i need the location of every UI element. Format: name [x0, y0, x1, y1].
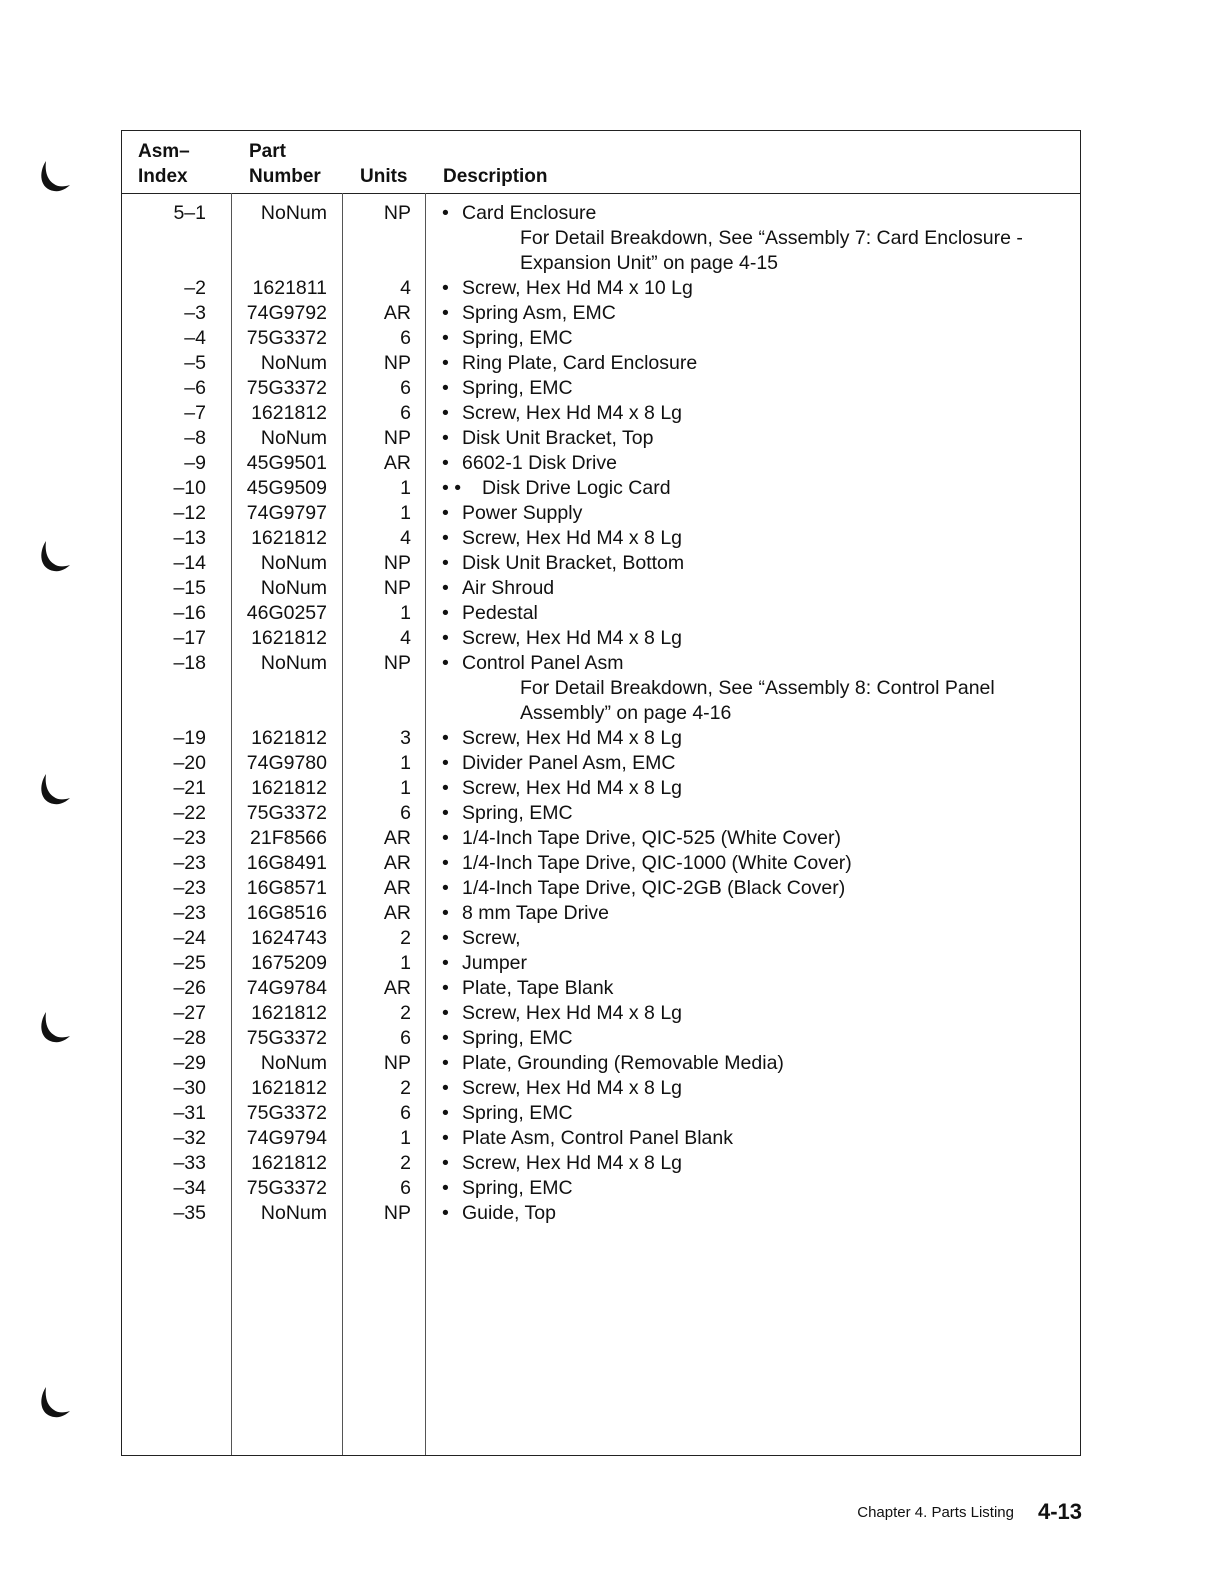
- footer-page-number: 4-13: [1037, 1499, 1082, 1524]
- bullet-icon: •: [442, 652, 449, 674]
- bullet-icon: •: [442, 977, 449, 999]
- description-cell: [442, 301, 1062, 326]
- bullet-icon: •: [442, 1152, 449, 1174]
- bullet-icon: •: [442, 427, 449, 449]
- table-row: [122, 451, 1080, 476]
- units-cell: 1: [400, 477, 411, 499]
- units-cell: 6: [400, 1177, 411, 1199]
- bullet-icon: •: [442, 1002, 449, 1024]
- bullet-icon: •: [442, 202, 449, 224]
- bullet-icon: •: [442, 527, 449, 549]
- asm-index-cell: –5: [184, 352, 206, 374]
- table-row: [122, 276, 1080, 301]
- asm-index-cell: –23: [173, 877, 206, 899]
- table-row: [122, 601, 1080, 626]
- units-cell: NP: [383, 652, 411, 674]
- units-cell: 1: [400, 752, 411, 774]
- description-text: 6602-1 Disk Drive: [462, 452, 617, 474]
- asm-index-cell: –8: [184, 427, 206, 449]
- description-cell: [442, 476, 1062, 501]
- part-number-cell: 1621812: [251, 777, 327, 799]
- asm-index-cell: –4: [184, 327, 206, 349]
- description-cell: [442, 951, 1062, 976]
- bullet-icon: •: [442, 827, 449, 849]
- table-row: [122, 476, 1080, 501]
- table-row: [122, 426, 1080, 451]
- description-text: Screw, Hex Hd M4 x 8 Lg: [462, 777, 683, 799]
- description-text: Screw, Hex Hd M4 x 8 Lg: [462, 1077, 683, 1099]
- header-units: Units: [360, 166, 408, 187]
- part-number-cell: 1621812: [251, 402, 327, 424]
- asm-index-cell: 5–1: [173, 202, 206, 224]
- description-text: Card Enclosure: [462, 202, 597, 224]
- part-number-cell: 1621811: [252, 277, 327, 299]
- part-number-cell: 75G3372: [246, 1027, 327, 1049]
- bullet-icon: •: [442, 552, 449, 574]
- description-cell: [442, 976, 1062, 1001]
- description-cell: [442, 826, 1062, 851]
- header-asm-label: Asm–: [138, 141, 190, 162]
- part-number-cell: NoNum: [260, 652, 327, 674]
- asm-index-cell: –15: [173, 577, 206, 599]
- bullet-icon: •: [442, 352, 449, 374]
- description-text: Screw, Hex Hd M4 x 8 Lg: [462, 1002, 683, 1024]
- description-text: Plate, Tape Blank: [462, 977, 614, 999]
- units-cell: 4: [400, 277, 411, 299]
- description-cell: [442, 401, 1062, 426]
- header-description: Description: [443, 166, 548, 187]
- description-text: Spring, EMC: [462, 327, 573, 349]
- description-cell: [442, 601, 1062, 626]
- description-text: Screw, Hex Hd M4 x 8 Lg: [462, 627, 683, 649]
- asm-index-cell: –32: [173, 1127, 206, 1149]
- units-cell: 1: [400, 777, 411, 799]
- table-row: [122, 326, 1080, 351]
- units-cell: AR: [383, 302, 411, 324]
- units-cell: 6: [400, 377, 411, 399]
- units-cell: 1: [400, 602, 411, 624]
- table-row: [122, 576, 1080, 601]
- part-number-cell: 75G3372: [246, 1102, 327, 1124]
- asm-index-cell: –29: [173, 1052, 206, 1074]
- asm-index-cell: –23: [173, 902, 206, 924]
- description-text: Guide, Top: [462, 1202, 556, 1224]
- units-cell: 6: [400, 802, 411, 824]
- description-cell: [442, 1126, 1062, 1151]
- table-row: [122, 501, 1080, 526]
- description-cell: [442, 551, 1062, 576]
- description-cell: [442, 426, 1062, 451]
- bullet-icon: •: [442, 502, 449, 524]
- description-text: Spring, EMC: [462, 1102, 573, 1124]
- asm-index-cell: –24: [173, 927, 206, 949]
- part-number-cell: 1621812: [251, 727, 327, 749]
- description-cell: [442, 876, 1062, 901]
- part-number-cell: 74G9792: [246, 302, 327, 324]
- table-row: [122, 976, 1080, 1001]
- table-row: [122, 526, 1080, 551]
- table-row: [122, 1126, 1080, 1151]
- description-cell: [442, 326, 1062, 351]
- part-number-cell: 16G8516: [246, 902, 327, 924]
- asm-index-cell: –35: [173, 1202, 206, 1224]
- part-number-cell: 74G9794: [246, 1127, 327, 1149]
- units-cell: 2: [400, 1077, 411, 1099]
- bullet-icon: •: [442, 277, 449, 299]
- bullet-icon: •: [442, 402, 449, 424]
- table-row: [122, 1051, 1080, 1076]
- units-cell: NP: [383, 1202, 411, 1224]
- table-row: [122, 1026, 1080, 1051]
- detail-breakdown-note: For Detail Breakdown, See “Assembly 8: Control Panel Assembly” on page 4-16: [520, 677, 995, 724]
- bullet-icon: •: [442, 727, 449, 749]
- bullet-icon: •: [442, 627, 449, 649]
- description-cell: [442, 1151, 1062, 1176]
- part-number-cell: 1621812: [251, 1152, 327, 1174]
- description-cell: [442, 776, 1062, 801]
- units-cell: AR: [383, 902, 411, 924]
- description-text: Disk Unit Bracket, Bottom: [462, 552, 685, 574]
- bullet-icon: •: [442, 1127, 449, 1149]
- units-cell: 4: [400, 527, 411, 549]
- description-cell: [442, 1176, 1062, 1201]
- asm-index-cell: –31: [173, 1102, 206, 1124]
- asm-index-cell: –28: [173, 1027, 206, 1049]
- units-cell: AR: [383, 827, 411, 849]
- part-number-cell: NoNum: [260, 577, 327, 599]
- asm-index-cell: –18: [173, 652, 206, 674]
- description-text: Control Panel Asm: [462, 652, 624, 674]
- bullet-icon: •: [442, 952, 449, 974]
- binder-mark-icon: [36, 1008, 74, 1048]
- asm-index-cell: –17: [173, 627, 206, 649]
- bullet-icon: •: [442, 1102, 449, 1124]
- table-row: [122, 401, 1080, 426]
- description-text: Pedestal: [462, 602, 538, 624]
- units-cell: 2: [400, 927, 411, 949]
- description-cell: [442, 576, 1062, 601]
- table-row: [122, 376, 1080, 401]
- description-cell: [442, 751, 1062, 776]
- bullet-icon: •: [442, 602, 449, 624]
- units-cell: NP: [383, 552, 411, 574]
- description-cell: [442, 1201, 1062, 1226]
- bullet-icon: •: [442, 327, 449, 349]
- part-number-cell: 45G9501: [246, 452, 327, 474]
- description-text: Screw, Hex Hd M4 x 8 Lg: [462, 1152, 683, 1174]
- table-row: [122, 751, 1080, 776]
- description-cell: [442, 376, 1062, 401]
- description-text: 1/4-Inch Tape Drive, QIC-2GB (Black Cover): [462, 877, 846, 899]
- asm-index-cell: –26: [173, 977, 206, 999]
- description-cell: [442, 926, 1062, 951]
- part-number-cell: 21F8566: [250, 827, 327, 849]
- description-cell: [442, 1026, 1062, 1051]
- table-row: [122, 801, 1080, 826]
- units-cell: NP: [383, 427, 411, 449]
- table-row: [122, 301, 1080, 326]
- part-number-cell: 75G3372: [246, 802, 327, 824]
- description-cell: [442, 1076, 1062, 1101]
- binder-mark-icon: [36, 770, 74, 810]
- asm-index-cell: –12: [173, 502, 206, 524]
- part-number-cell: 45G9509: [246, 477, 327, 499]
- table-row: [122, 1076, 1080, 1101]
- asm-index-cell: –21: [173, 777, 206, 799]
- part-number-cell: 1621812: [251, 1002, 327, 1024]
- table-row: [122, 951, 1080, 976]
- units-cell: 6: [400, 402, 411, 424]
- units-cell: 1: [400, 952, 411, 974]
- bullet-icon: •: [442, 877, 449, 899]
- units-cell: AR: [383, 452, 411, 474]
- part-number-cell: 75G3372: [246, 1177, 327, 1199]
- header-number-label: Number: [249, 166, 321, 187]
- asm-index-cell: –19: [173, 727, 206, 749]
- description-cell: [442, 801, 1062, 826]
- part-number-cell: 46G0257: [246, 602, 327, 624]
- units-cell: 2: [400, 1002, 411, 1024]
- asm-index-cell: –10: [173, 477, 206, 499]
- table-row: [122, 1101, 1080, 1126]
- header-part-label: Part: [249, 141, 286, 162]
- asm-index-cell: –13: [173, 527, 206, 549]
- asm-index-cell: –23: [173, 827, 206, 849]
- table-row: [122, 1151, 1080, 1176]
- table-row: [122, 876, 1080, 901]
- parts-table: [121, 130, 1081, 1456]
- description-cell: [442, 651, 1062, 676]
- table-row: [122, 651, 1080, 726]
- description-text: Screw, Hex Hd M4 x 8 Lg: [462, 727, 683, 749]
- table-header: [122, 131, 1080, 194]
- binder-mark-icon: [36, 537, 74, 577]
- asm-index-cell: –2: [184, 277, 206, 299]
- header-index-label: Index: [138, 166, 188, 187]
- bullet-icon: •: [442, 852, 449, 874]
- table-row: [122, 826, 1080, 851]
- bullet-icon: •: [442, 1077, 449, 1099]
- asm-index-cell: –22: [173, 802, 206, 824]
- part-number-cell: 74G9797: [246, 502, 327, 524]
- part-number-cell: NoNum: [260, 352, 327, 374]
- part-number-cell: 74G9784: [246, 977, 327, 999]
- asm-index-cell: –25: [173, 952, 206, 974]
- units-cell: NP: [383, 202, 411, 224]
- asm-index-cell: –16: [173, 602, 206, 624]
- part-number-cell: NoNum: [260, 552, 327, 574]
- units-cell: 6: [400, 1102, 411, 1124]
- bullet-icon: •: [442, 927, 449, 949]
- table-row: [122, 1176, 1080, 1201]
- part-number-cell: NoNum: [260, 1202, 327, 1224]
- asm-index-cell: –3: [184, 302, 206, 324]
- bullet-icon: •: [442, 377, 449, 399]
- part-number-cell: 74G9780: [246, 752, 327, 774]
- description-text: Disk Unit Bracket, Top: [462, 427, 654, 449]
- bullet-icon: • •: [442, 477, 462, 499]
- part-number-cell: NoNum: [260, 1052, 327, 1074]
- units-cell: AR: [383, 877, 411, 899]
- table-row: [122, 776, 1080, 801]
- bullet-icon: •: [442, 577, 449, 599]
- bullet-icon: •: [442, 1027, 449, 1049]
- units-cell: 1: [400, 502, 411, 524]
- description-cell: [442, 201, 1062, 226]
- description-text: Plate, Grounding (Removable Media): [462, 1052, 784, 1074]
- description-text: Spring, EMC: [462, 377, 573, 399]
- bullet-icon: •: [442, 1052, 449, 1074]
- part-number-cell: 1675209: [251, 952, 327, 974]
- units-cell: AR: [383, 977, 411, 999]
- detail-breakdown-note: For Detail Breakdown, See “Assembly 7: Card Enclosure - Expansion Unit” on page 4-15: [520, 227, 1023, 274]
- description-text: Air Shroud: [462, 577, 555, 599]
- description-cell: [442, 526, 1062, 551]
- asm-index-cell: –7: [184, 402, 206, 424]
- part-number-cell: 1621812: [251, 627, 327, 649]
- asm-index-cell: –34: [173, 1177, 206, 1199]
- table-row: [122, 626, 1080, 651]
- description-cell: [442, 501, 1062, 526]
- description-cell: [442, 626, 1062, 651]
- asm-index-cell: –27: [173, 1002, 206, 1024]
- table-row: [122, 851, 1080, 876]
- table-row: [122, 351, 1080, 376]
- description-cell: [442, 1001, 1062, 1026]
- asm-index-cell: –20: [173, 752, 206, 774]
- description-text: 1/4-Inch Tape Drive, QIC-1000 (White Cover): [462, 852, 852, 874]
- units-cell: 4: [400, 627, 411, 649]
- description-text: Screw, Hex Hd M4 x 8 Lg: [462, 402, 683, 424]
- units-cell: NP: [383, 577, 411, 599]
- part-number-cell: 1621812: [251, 1077, 327, 1099]
- table-row: [122, 901, 1080, 926]
- description-cell: [442, 726, 1062, 751]
- description-text: Divider Panel Asm, EMC: [462, 752, 676, 774]
- description-text: Screw,: [462, 927, 521, 949]
- units-cell: 2: [400, 1152, 411, 1174]
- units-cell: AR: [383, 852, 411, 874]
- table-row: [122, 1001, 1080, 1026]
- description-text: Spring Asm, EMC: [462, 302, 616, 324]
- bullet-icon: •: [442, 902, 449, 924]
- part-number-cell: 75G3372: [246, 327, 327, 349]
- part-number-cell: NoNum: [260, 427, 327, 449]
- description-cell: [442, 276, 1062, 301]
- binder-mark-icon: [36, 1383, 74, 1423]
- description-text: Jumper: [462, 952, 528, 974]
- table-row: [122, 926, 1080, 951]
- part-number-cell: 16G8491: [246, 852, 327, 874]
- header-asm-index: [138, 139, 190, 189]
- description-text: Plate Asm, Control Panel Blank: [462, 1127, 733, 1149]
- table-row: [122, 1201, 1080, 1226]
- part-number-cell: 75G3372: [246, 377, 327, 399]
- description-text: 8 mm Tape Drive: [462, 902, 610, 924]
- units-cell: NP: [383, 352, 411, 374]
- bullet-icon: •: [442, 752, 449, 774]
- bullet-icon: •: [442, 1202, 449, 1224]
- asm-index-cell: –30: [173, 1077, 206, 1099]
- description-text: Ring Plate, Card Enclosure: [462, 352, 698, 374]
- footer-chapter: Chapter 4. Parts Listing: [857, 1504, 1014, 1521]
- asm-index-cell: –23: [173, 852, 206, 874]
- units-cell: 1: [400, 1127, 411, 1149]
- description-cell: [442, 851, 1062, 876]
- table-row: [122, 551, 1080, 576]
- asm-index-cell: –14: [173, 552, 206, 574]
- description-text: Power Supply: [462, 502, 583, 524]
- part-number-cell: 1621812: [251, 527, 327, 549]
- part-number-cell: 16G8571: [246, 877, 327, 899]
- units-cell: 3: [400, 727, 411, 749]
- units-cell: 6: [400, 327, 411, 349]
- units-cell: NP: [383, 1052, 411, 1074]
- description-text: Disk Drive Logic Card: [482, 477, 671, 499]
- units-cell: 6: [400, 1027, 411, 1049]
- bullet-icon: •: [442, 452, 449, 474]
- description-text: Spring, EMC: [462, 802, 573, 824]
- part-number-cell: NoNum: [260, 202, 327, 224]
- description-text: Spring, EMC: [462, 1177, 573, 1199]
- description-text: Spring, EMC: [462, 1027, 573, 1049]
- description-text: Screw, Hex Hd M4 x 8 Lg: [462, 527, 683, 549]
- bullet-icon: •: [442, 1177, 449, 1199]
- description-text: Screw, Hex Hd M4 x 10 Lg: [462, 277, 693, 299]
- asm-index-cell: –9: [184, 452, 206, 474]
- description-cell: [442, 451, 1062, 476]
- bullet-icon: •: [442, 777, 449, 799]
- description-cell: [442, 901, 1062, 926]
- bullet-icon: •: [442, 802, 449, 824]
- bullet-icon: •: [442, 302, 449, 324]
- part-number-cell: 1624743: [251, 927, 327, 949]
- description-text: 1/4-Inch Tape Drive, QIC-525 (White Cover): [462, 827, 841, 849]
- table-row: [122, 201, 1080, 276]
- asm-index-cell: –6: [184, 377, 206, 399]
- asm-index-cell: –33: [173, 1152, 206, 1174]
- description-cell: [442, 1051, 1062, 1076]
- binder-mark-icon: [36, 157, 74, 197]
- table-body: [122, 201, 1080, 1226]
- header-part-number: [249, 139, 321, 189]
- table-row: [122, 726, 1080, 751]
- description-cell: [442, 1101, 1062, 1126]
- description-cell: [442, 351, 1062, 376]
